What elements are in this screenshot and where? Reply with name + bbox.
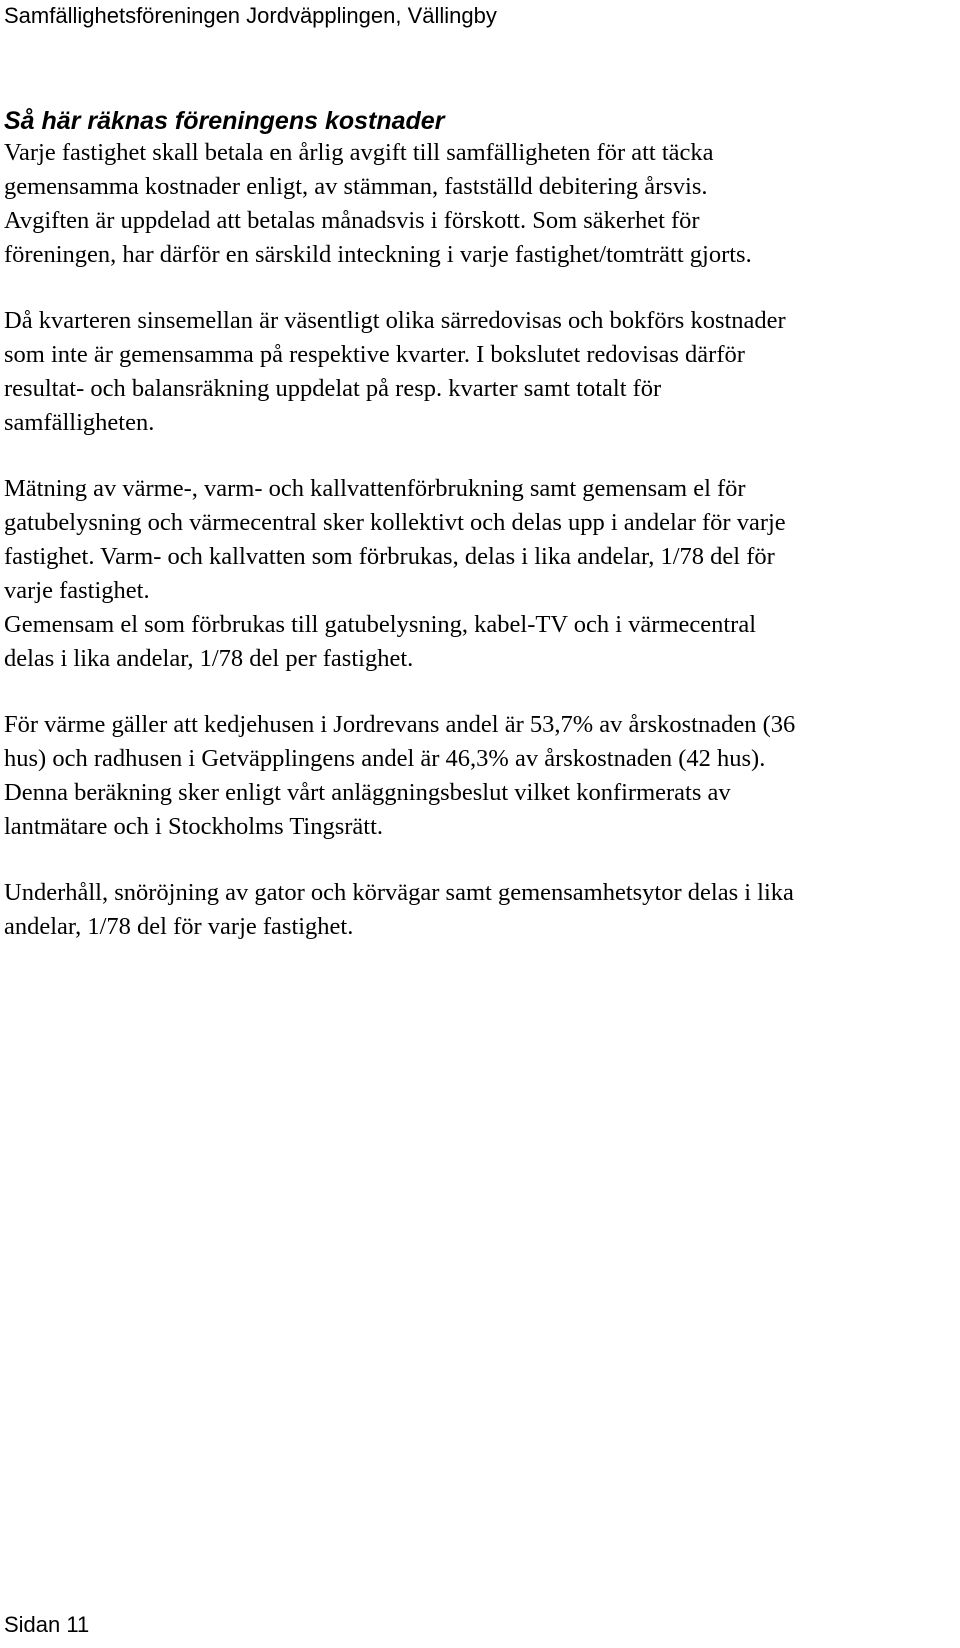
text-line: För värme gäller att kedjehusen i Jordrevans andel är 53,7% av årskostnaden (36	[4, 711, 796, 738]
text-line: föreningen, har därför en särskild inteckning i varje fastighet/tomträtt gjorts.	[4, 241, 752, 268]
text-line: samfälligheten.	[4, 409, 155, 436]
text-line: lantmätare och i Stockholms Tingsrätt.	[4, 813, 384, 840]
paragraph-metering	[4, 472, 952, 676]
page-header: Samfällighetsföreningen Jordväpplingen, Vällingby	[4, 3, 497, 28]
text-line: Då kvarteren sinsemellan är väsentligt olika särredovisas och bokförs kostnader	[4, 307, 786, 334]
text-line: andelar, 1/78 del för varje fastighet.	[4, 913, 354, 940]
text-line: resultat- och balansräkning uppdelat på resp. kvarter samt totalt för	[4, 375, 662, 402]
text-line: varje fastighet.	[4, 577, 150, 604]
text-line: Denna beräkning sker enligt vårt anläggningsbeslut vilket konfirmerats av	[4, 779, 731, 806]
paragraph-separate-accounting	[4, 304, 952, 440]
text-line: Mätning av värme-, varm- och kallvattenförbrukning samt gemensam el för	[4, 475, 746, 502]
section-heading: Så här räknas föreningens kostnader	[4, 107, 445, 135]
text-line: fastighet. Varm- och kallvatten som förbrukas, delas i lika andelar, 1/78 del för	[4, 543, 775, 570]
text-line: Underhåll, snöröjning av gator och körvägar samt gemensamhetsytor delas i lika	[4, 879, 794, 906]
text-line: gatubelysning och värmecentral sker kollektivt och delas upp i andelar för varje	[4, 509, 786, 536]
paragraph-maintenance	[4, 876, 952, 944]
paragraph-heating	[4, 708, 952, 844]
page-number: Sidan 11	[4, 1612, 90, 1637]
paragraph-annual-fee	[4, 136, 952, 272]
text-line: gemensamma kostnader enligt, av stämman, fastställd debitering årsvis.	[4, 173, 708, 200]
text-line: delas i lika andelar, 1/78 del per fastighet.	[4, 645, 414, 672]
text-line: hus) och radhusen i Getväpplingens andel är 46,3% av årskostnaden (42 hus).	[4, 745, 766, 772]
text-line: Avgiften är uppdelad att betalas månadsvis i förskott. Som säkerhet för	[4, 207, 700, 234]
text-line: Varje fastighet skall betala en årlig avgift till samfälligheten för att täcka	[4, 139, 714, 166]
document-body	[4, 106, 952, 944]
text-line: som inte är gemensamma på respektive kvarter. I bokslutet redovisas därför	[4, 341, 745, 368]
text-line: Gemensam el som förbrukas till gatubelysning, kabel-TV och i värmecentral	[4, 611, 757, 638]
